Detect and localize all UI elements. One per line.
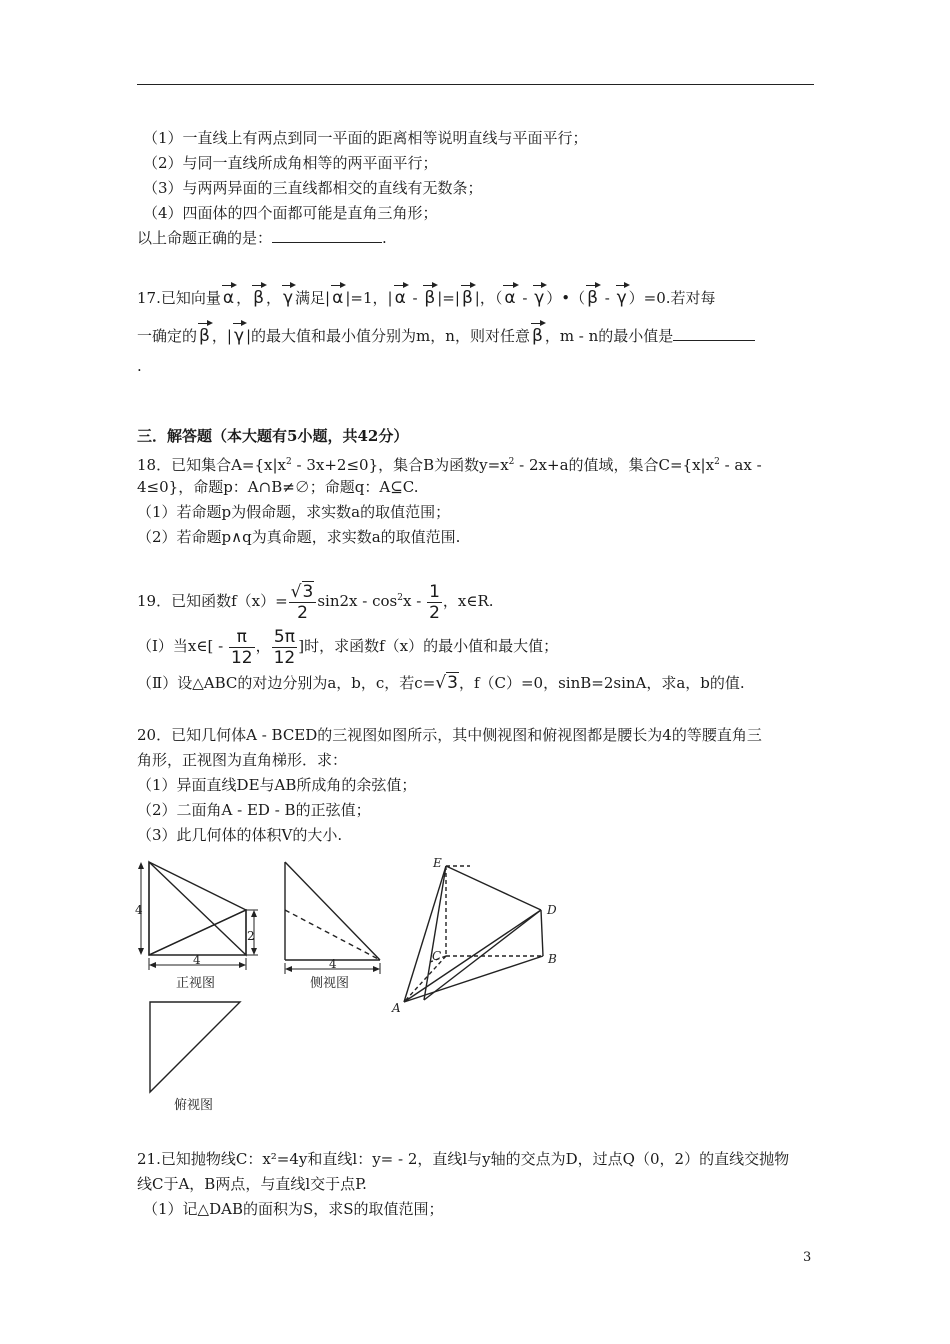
vertex-label-C: C <box>432 949 442 963</box>
p19-line-1 <box>137 578 494 623</box>
denominator: 12 <box>273 647 296 668</box>
p17-end-dot: . <box>137 357 142 375</box>
p16-statement-4: （4）四面体的四个面都可能是直角三角形； <box>143 204 438 222</box>
p16-statement-2: （2）与同一直线所成角相等的两平面平行； <box>143 154 438 172</box>
p17-text: |=1，| <box>345 289 393 307</box>
p18-part-1: （1）若命题p为假命题，求实数a的取值范围； <box>137 503 451 521</box>
p19-part-1 <box>137 626 558 668</box>
section-heading: 三．解答题（本大题有5小题，共42分） <box>137 427 409 445</box>
p21-part-1: （1）记△DAB的面积为S，求S的取值范围； <box>143 1200 444 1218</box>
fraction-pi-over-12 <box>229 627 255 668</box>
fraction-1-over-2 <box>427 582 442 623</box>
vector-gamma: γ <box>233 326 244 346</box>
p17-text: 满足| <box>295 289 331 307</box>
p18-line-2: 4≤0}，命题p：A∩B≠∅；命题q：A⊆C. <box>137 478 419 496</box>
superscript: 2 <box>397 593 403 603</box>
side-width-label: 4 <box>329 957 337 971</box>
p16-statement-3: （3）与两两异面的三直线都相交的直线有无数条； <box>143 179 483 197</box>
vector-alpha: α <box>504 288 516 308</box>
radicand: 3 <box>302 581 314 602</box>
p20-part-1: （1）异面直线DE与AB所成角的余弦值； <box>137 776 417 794</box>
p18-part-2: （2）若命题p∧q为真命题，求实数a的取值范围. <box>137 528 461 546</box>
p20-line-1: 20．已知几何体A - BCED的三视图如图所示，其中侧视图和俯视图都是腰长为4的等腰直角三 <box>137 726 762 744</box>
minus: - <box>599 289 615 307</box>
page-number: 3 <box>803 1250 812 1265</box>
p20-part-3: （3）此几何体的体积V的大小. <box>137 826 343 844</box>
p18-line-1 <box>137 452 762 475</box>
denominator: 2 <box>429 602 440 623</box>
p17-text: 已知向量 <box>160 289 221 307</box>
p17-text: 一确定的 <box>137 327 198 345</box>
fraction-sqrt3-over-2: $\frac{√3}{2}$ <box>289 582 317 623</box>
p21-line-2: 线C于A，B两点，与直线l交于点P. <box>137 1175 367 1193</box>
vector-alpha: α <box>332 288 344 308</box>
p20-part-2: （2）二面角A - ED - B的正弦值； <box>137 801 371 819</box>
p19-text: ]时，求函数f（x）的最小值和最大值； <box>298 637 559 655</box>
superscript: 2 <box>508 457 515 467</box>
p17-text: |的最大值和最小值分别为m，n，则对任意 <box>246 327 530 345</box>
top-view <box>150 1002 240 1092</box>
vertex-label-E: E <box>433 856 442 870</box>
vector-gamma: γ <box>282 288 294 308</box>
p16-statement-1: （1）一直线上有两点到同一平面的距离相等说明直线与平面平行； <box>143 129 588 147</box>
superscript: 2 <box>286 457 292 467</box>
p18-text: - 3x+2≤0}，集合B为函数y=x <box>291 456 509 474</box>
p20-line-2: 角形，正视图为直角梯形．求： <box>137 751 348 769</box>
p17-text: ）=0.若对每 <box>628 289 716 307</box>
fraction-5pi-over-12 <box>272 627 298 668</box>
comma: ， <box>236 289 252 307</box>
p19-text: 19．已知函数f（x）= <box>137 592 288 610</box>
p19-text: （Ⅱ）设△ABC的对边分别为a，b，c，若c= <box>137 674 436 692</box>
numerator: 1 <box>429 581 440 602</box>
answer-blank <box>673 326 755 341</box>
numerator: 5π <box>272 627 298 648</box>
p18-text: - ax - <box>719 456 762 474</box>
p17-text: |，（ <box>474 289 503 307</box>
p19-text: x - <box>402 592 427 610</box>
numerator: π <box>229 627 255 648</box>
vector-beta: β <box>424 288 436 308</box>
p19-text: sin2x - cos <box>317 592 398 610</box>
vector-beta: β <box>461 288 473 308</box>
p16-ask-end: . <box>382 229 387 247</box>
p17-number: 17. <box>137 289 161 307</box>
three-view-figure <box>130 852 580 1117</box>
side-view-caption: 侧视图 <box>310 976 350 991</box>
p19-text: （Ⅰ）当x∈[ - <box>137 637 228 655</box>
header-rule <box>137 84 814 85</box>
front-height-2-label: 2 <box>247 929 255 943</box>
p16-question <box>137 228 387 248</box>
vector-beta: β <box>199 326 210 346</box>
radicand: 3 <box>447 673 458 693</box>
answer-blank <box>272 228 382 243</box>
denominator: 12 <box>230 647 253 668</box>
p17-text: ，m - n的最小值是 <box>544 327 674 345</box>
p19-text: ，f（C）=0，sinB=2sinA，求a，b的值. <box>458 674 745 692</box>
p18-text: 18．已知集合A={x|x <box>137 456 287 474</box>
minus: - <box>517 289 533 307</box>
p18-text: - 2x+a的值域，集合C={x|x <box>514 456 715 474</box>
p19-text: ， <box>255 637 271 655</box>
sqrt-3: √3 <box>435 673 458 693</box>
front-height-label: 4 <box>135 903 143 917</box>
p17-line-1 <box>137 288 716 308</box>
vertex-label-B: B <box>548 952 557 966</box>
p17-line-2 <box>137 326 755 346</box>
solid-ABCDE <box>404 866 543 1002</box>
p17-text: |=| <box>437 289 460 307</box>
vector-gamma: γ <box>616 288 627 308</box>
p19-part-2 <box>137 673 745 693</box>
vector-alpha: α <box>222 288 235 308</box>
vector-alpha: α <box>394 288 406 308</box>
denominator: 2 <box>297 602 308 623</box>
vertex-label-D: D <box>547 903 557 917</box>
comma: ， <box>265 289 281 307</box>
front-width-label: 4 <box>193 953 201 967</box>
front-view-caption: 正视图 <box>176 976 216 991</box>
vector-beta: β <box>531 326 543 346</box>
minus: - <box>407 289 423 307</box>
p17-text: ）•（ <box>546 289 586 307</box>
top-view-caption: 俯视图 <box>174 1098 214 1113</box>
p17-text: ，| <box>211 327 232 345</box>
p21-line-1: 21.已知抛物线C：x²=4y和直线l：y= - 2，直线l与y轴的交点为D，过点Q（0，2）的直线交抛物 <box>137 1150 790 1168</box>
superscript: 2 <box>714 457 720 467</box>
vector-beta: β <box>253 288 264 308</box>
p19-text: ，x∈R. <box>442 592 494 610</box>
vector-beta: β <box>587 288 598 308</box>
p16-ask: 以上命题正确的是： <box>137 229 273 247</box>
vector-gamma: γ <box>534 288 545 308</box>
vertex-label-A: A <box>392 1001 401 1015</box>
